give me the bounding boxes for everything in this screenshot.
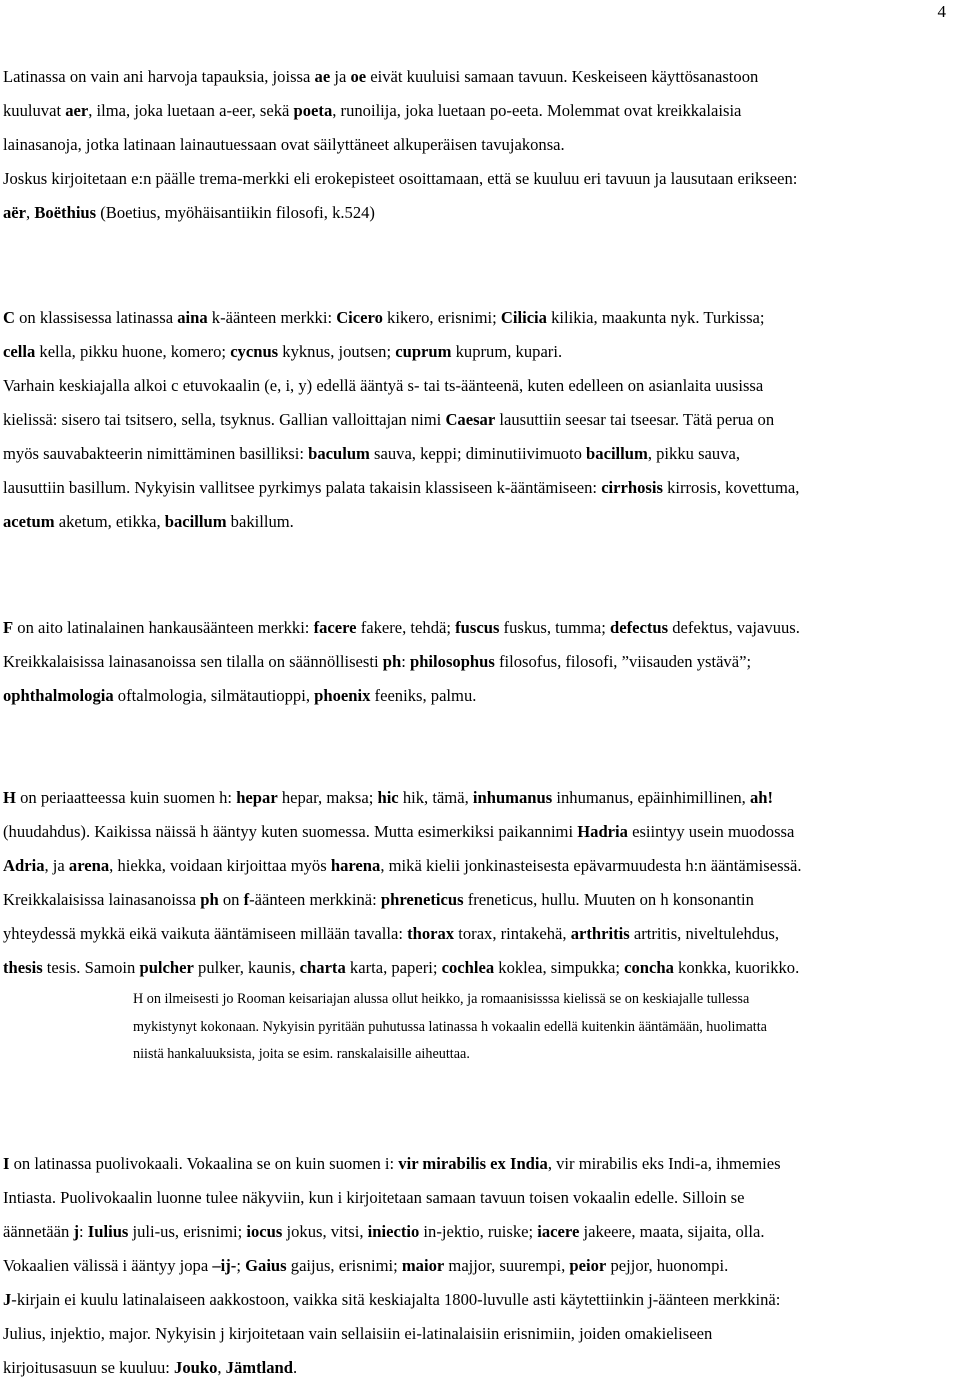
bold-term: Cicero bbox=[336, 308, 383, 327]
text-run: freneticus, hullu. Muuten on h konsonantin bbox=[463, 890, 754, 909]
bold-term: –ij- bbox=[212, 1256, 237, 1275]
text-run: lausuttiin basillum. Nykyisin vallitsee pyrkimys palata takaisin klassiseen k-ääntämiseen: bbox=[3, 478, 602, 497]
text-run: , ilma, joka luetaan a-eer, sekä bbox=[88, 101, 294, 120]
paragraph-ae-oe bbox=[3, 60, 953, 230]
bold-term: inhumanus bbox=[472, 788, 553, 807]
text-run: , bbox=[26, 203, 35, 222]
text-run: bakillum. bbox=[226, 512, 294, 531]
paragraph-h bbox=[3, 781, 953, 985]
text-line bbox=[3, 128, 953, 162]
bold-term: Jämtland bbox=[225, 1358, 293, 1377]
bold-term: Jouko bbox=[174, 1358, 218, 1377]
text-line bbox=[133, 1014, 933, 1042]
text-run: Julius, injektio, major. Nykyisin j kirjoitetaan vain sellaisiin ei-latinalaisiin erisnimiin, joiden omakieliseen bbox=[3, 1324, 713, 1343]
text-run: : bbox=[79, 1222, 88, 1241]
text-run: defektus, vajavuus. bbox=[668, 618, 800, 637]
text-run: konkka, kuorikko. bbox=[673, 958, 800, 977]
bold-term: j bbox=[73, 1222, 80, 1241]
text-line bbox=[3, 1283, 953, 1317]
text-run: , mikä kielii jonkinasteisesta epävarmuudesta h:n ääntämisessä. bbox=[380, 856, 802, 875]
text-run: pulker, kaunis, bbox=[193, 958, 300, 977]
text-run: yhteydessä mykkä eikä vaikuta ääntämiseen millään tavalla: bbox=[3, 924, 408, 943]
bold-term: philosophus bbox=[409, 652, 495, 671]
bold-term: concha bbox=[624, 958, 674, 977]
bold-term: arena bbox=[68, 856, 110, 875]
bold-term: f bbox=[243, 890, 250, 909]
text-line bbox=[3, 94, 953, 128]
text-line bbox=[3, 679, 953, 713]
bold-term: defectus bbox=[610, 618, 669, 637]
text-run: , bbox=[217, 1358, 226, 1377]
text-run: Joskus kirjoitetaan e:n päälle trema-merkki eli erokepisteet osoittamaan, että se kuuluu eri tavuun ja lausutaan erikseen: bbox=[3, 169, 798, 188]
text-line bbox=[3, 505, 953, 539]
text-line bbox=[3, 369, 953, 403]
bold-term: hepar bbox=[236, 788, 278, 807]
text-line bbox=[3, 196, 953, 230]
text-run: pejjor, huonompi. bbox=[606, 1256, 729, 1275]
page-number: 4 bbox=[937, 2, 946, 21]
text-run: kirjoitusasuun se kuuluu: bbox=[3, 1358, 175, 1377]
bold-term: hic bbox=[377, 788, 399, 807]
text-run: Kreikkalaisissa lainasanoissa bbox=[3, 890, 201, 909]
text-line bbox=[3, 162, 953, 196]
bold-term: cuprum bbox=[395, 342, 452, 361]
paragraph-i bbox=[3, 1147, 953, 1385]
text-run: , pikku sauva, bbox=[647, 444, 741, 463]
text-run: Vokaalien välissä i ääntyy jopa bbox=[3, 1256, 213, 1275]
text-run: in-jektio, ruiske; bbox=[419, 1222, 538, 1241]
text-run: mykistynyt kokonaan. Nykyisin pyritään puhutussa latinassa h vokaalin edellä kuitenkin ääntämään, huolimatta bbox=[133, 1018, 767, 1035]
text-line bbox=[133, 986, 933, 1014]
text-run: on latinassa puolivokaali. Vokaalina se on kuin suomen i: bbox=[9, 1154, 399, 1173]
text-run: Latinassa on vain ani harvoja tapauksia, joissa bbox=[3, 67, 315, 86]
text-run: majjor, suurempi, bbox=[444, 1256, 570, 1275]
text-run: on klassisessa latinassa bbox=[14, 308, 178, 327]
text-run: hepar, maksa; bbox=[277, 788, 378, 807]
bold-term: cycnus bbox=[230, 342, 279, 361]
bold-term: facere bbox=[313, 618, 357, 637]
text-line bbox=[3, 1317, 953, 1351]
text-line bbox=[3, 437, 953, 471]
text-line bbox=[3, 849, 953, 883]
bold-term: charta bbox=[299, 958, 346, 977]
text-line bbox=[3, 951, 953, 985]
text-run: (Boetius, myöhäisantiikin filosofi, k.524) bbox=[96, 203, 375, 222]
bold-term: J bbox=[3, 1290, 12, 1309]
text-run: kirrosis, kovettuma, bbox=[662, 478, 800, 497]
text-line bbox=[3, 1147, 953, 1181]
text-run: lausuttiin seesar tai tseesar. Tätä perua on bbox=[495, 410, 775, 429]
text-line bbox=[3, 645, 953, 679]
text-run: oftalmologia, silmätautioppi, bbox=[113, 686, 315, 705]
bold-term: Adria bbox=[3, 856, 45, 875]
bold-term: Hadria bbox=[577, 822, 628, 841]
bold-term: aer bbox=[65, 101, 89, 120]
bold-term: H bbox=[3, 788, 16, 807]
text-run: sauva, keppi; diminutiivimuoto bbox=[369, 444, 587, 463]
text-run: filosofus, filosofi, ”viisauden ystävä”; bbox=[494, 652, 752, 671]
text-run: feeniks, palmu. bbox=[370, 686, 477, 705]
text-run: -äänteen merkkinä: bbox=[249, 890, 381, 909]
text-run: kella, pikku huone, komero; bbox=[35, 342, 231, 361]
bold-term: ah! bbox=[749, 788, 774, 807]
text-run: gaijus, erisnimi; bbox=[286, 1256, 402, 1275]
text-run: kyknus, joutsen; bbox=[278, 342, 396, 361]
text-run: kuprum, kupari. bbox=[451, 342, 563, 361]
text-run: torax, rintakehä, bbox=[454, 924, 571, 943]
bold-term: pulcher bbox=[139, 958, 194, 977]
text-run: jokus, vitsi, bbox=[282, 1222, 368, 1241]
text-line bbox=[3, 1351, 953, 1385]
text-run: karta, paperi; bbox=[345, 958, 442, 977]
bold-term: Boëthius bbox=[34, 203, 97, 222]
paragraph-f bbox=[3, 611, 953, 713]
text-run: lainasanoja, jotka latinaan lainautuessaan ovat säilyttäneet alkuperäisen tavujakonsa. bbox=[3, 135, 565, 154]
bold-term: Gaius bbox=[245, 1256, 287, 1275]
paragraph-c bbox=[3, 301, 953, 539]
bold-term: Cilicia bbox=[500, 308, 547, 327]
text-run: hik, tämä, bbox=[398, 788, 473, 807]
text-run: kilikia, maakunta nyk. Turkissa; bbox=[546, 308, 765, 327]
text-line bbox=[3, 1249, 953, 1283]
bold-term: I bbox=[3, 1154, 10, 1173]
bold-term: poeta bbox=[293, 101, 333, 120]
bold-term: bacillum bbox=[164, 512, 227, 531]
bold-term: maior bbox=[401, 1256, 445, 1275]
bold-term: ophthalmologia bbox=[3, 686, 114, 705]
text-line bbox=[3, 471, 953, 505]
text-line bbox=[133, 1041, 933, 1069]
bold-term: vir mirabilis ex India bbox=[398, 1154, 548, 1173]
text-line bbox=[3, 883, 953, 917]
text-run: juli-us, erisnimi; bbox=[128, 1222, 247, 1241]
text-run: kielissä: sisero tai tsitsero, sella, tsyknus. Gallian valloittajan nimi bbox=[3, 410, 446, 429]
bold-term: Iulius bbox=[87, 1222, 129, 1241]
text-run: Kreikkalaisissa lainasanoissa sen tilalla on säännöllisesti bbox=[3, 652, 383, 671]
bold-term: C bbox=[3, 308, 15, 327]
text-run: , vir mirabilis eks Indi-a, ihmemies bbox=[547, 1154, 781, 1173]
bold-term: fuscus bbox=[455, 618, 500, 637]
text-run: -kirjain ei kuulu latinalaiseen aakkostoon, vaikka sitä keskiajalta 1800-luvulle asti käytettiinkin j-äänteen merkkinä: bbox=[11, 1290, 781, 1309]
text-line bbox=[3, 335, 953, 369]
text-line bbox=[3, 60, 953, 94]
text-run: Intiasta. Puolivokaalin luonne tulee näkyviin, kun i kirjoitetaan samaan tavuun toisen vokaalin edelle. Silloin se bbox=[3, 1188, 745, 1207]
text-line bbox=[3, 611, 953, 645]
text-run: kuuluvat bbox=[3, 101, 66, 120]
text-run: Varhain keskiajalla alkoi c etuvokaalin (e, i, y) edellä ääntyä s- tai ts-äänteenä, kuten edelleen on asianlaita uusissa bbox=[3, 376, 764, 395]
bold-term: thorax bbox=[407, 924, 455, 943]
text-run: on aito latinalainen hankausäänteen merkki: bbox=[13, 618, 314, 637]
bold-term: cirrhosis bbox=[601, 478, 663, 497]
text-run: koklea, simpukka; bbox=[494, 958, 625, 977]
text-run: esiintyy usein muodossa bbox=[627, 822, 795, 841]
text-run: inhumanus, epäinhimillinen, bbox=[552, 788, 750, 807]
text-line bbox=[3, 301, 953, 335]
bold-term: ph bbox=[200, 890, 219, 909]
bold-term: cochlea bbox=[441, 958, 495, 977]
bold-term: iniectio bbox=[367, 1222, 420, 1241]
text-run: , ja bbox=[44, 856, 69, 875]
bold-term: acetum bbox=[3, 512, 55, 531]
bold-term: thesis bbox=[3, 958, 43, 977]
bold-term: iacere bbox=[537, 1222, 580, 1241]
bold-term: arthritis bbox=[570, 924, 630, 943]
bold-term: aina bbox=[177, 308, 208, 327]
bold-term: ae bbox=[314, 67, 331, 86]
text-run: . bbox=[292, 1358, 298, 1377]
bold-term: ph bbox=[382, 652, 402, 671]
bold-term: baculum bbox=[308, 444, 370, 463]
text-run: artritis, niveltulehdus, bbox=[629, 924, 780, 943]
text-run: fakere, tehdä; bbox=[356, 618, 456, 637]
text-run: tesis. Samoin bbox=[42, 958, 140, 977]
text-line bbox=[3, 1181, 953, 1215]
bold-term: F bbox=[3, 618, 14, 637]
text-line bbox=[3, 781, 953, 815]
text-run: kikero, erisnimi; bbox=[382, 308, 501, 327]
text-run: aketum, etikka, bbox=[54, 512, 165, 531]
text-run: H on ilmeisesti jo Rooman keisariajan alussa ollut heikko, ja romaanisisssa kielissä se on keskiajalle tullessa bbox=[133, 991, 750, 1007]
text-run: myös sauvabakteerin nimittäminen basilliksi: bbox=[3, 444, 309, 463]
bold-term: peior bbox=[569, 1256, 607, 1275]
text-run: , hiekka, voidaan kirjoittaa myös bbox=[109, 856, 331, 875]
bold-term: harena bbox=[330, 856, 381, 875]
text-run: fuskus, tumma; bbox=[499, 618, 611, 637]
text-line bbox=[3, 403, 953, 437]
bold-term: phreneticus bbox=[380, 890, 464, 909]
text-line bbox=[3, 917, 953, 951]
text-run: äännetään bbox=[3, 1222, 74, 1241]
bold-term: cella bbox=[3, 342, 36, 361]
bold-term: iocus bbox=[246, 1222, 283, 1241]
text-run: , runoilija, joka luetaan po-eeta. Molemmat ovat kreikkalaisia bbox=[332, 101, 742, 120]
text-run: k-äänteen merkki: bbox=[207, 308, 337, 327]
text-run: on bbox=[218, 890, 244, 909]
bold-term: aër bbox=[3, 203, 27, 222]
bold-term: oe bbox=[350, 67, 367, 86]
text-line bbox=[3, 1215, 953, 1249]
text-run: jakeere, maata, sijaita, olla. bbox=[579, 1222, 765, 1241]
text-run: niistä hankaluuksista, joita se esim. ranskalaisille aiheuttaa. bbox=[133, 1046, 470, 1062]
bold-term: phoenix bbox=[314, 686, 371, 705]
text-run: ; bbox=[236, 1256, 246, 1275]
text-run: on periaatteessa kuin suomen h: bbox=[15, 788, 237, 807]
bold-term: Caesar bbox=[445, 410, 496, 429]
text-run: eivät kuuluisi samaan tavuun. Keskeiseen käyttösanastoon bbox=[366, 67, 759, 86]
footnote-paragraph bbox=[133, 986, 933, 1069]
text-run: : bbox=[401, 652, 410, 671]
text-run: ja bbox=[330, 67, 351, 86]
text-run: (huudahdus). Kaikissa näissä h ääntyy kuten suomessa. Mutta esimerkiksi paikannimi bbox=[3, 822, 578, 841]
text-line bbox=[3, 815, 953, 849]
bold-term: bacillum bbox=[586, 444, 648, 463]
